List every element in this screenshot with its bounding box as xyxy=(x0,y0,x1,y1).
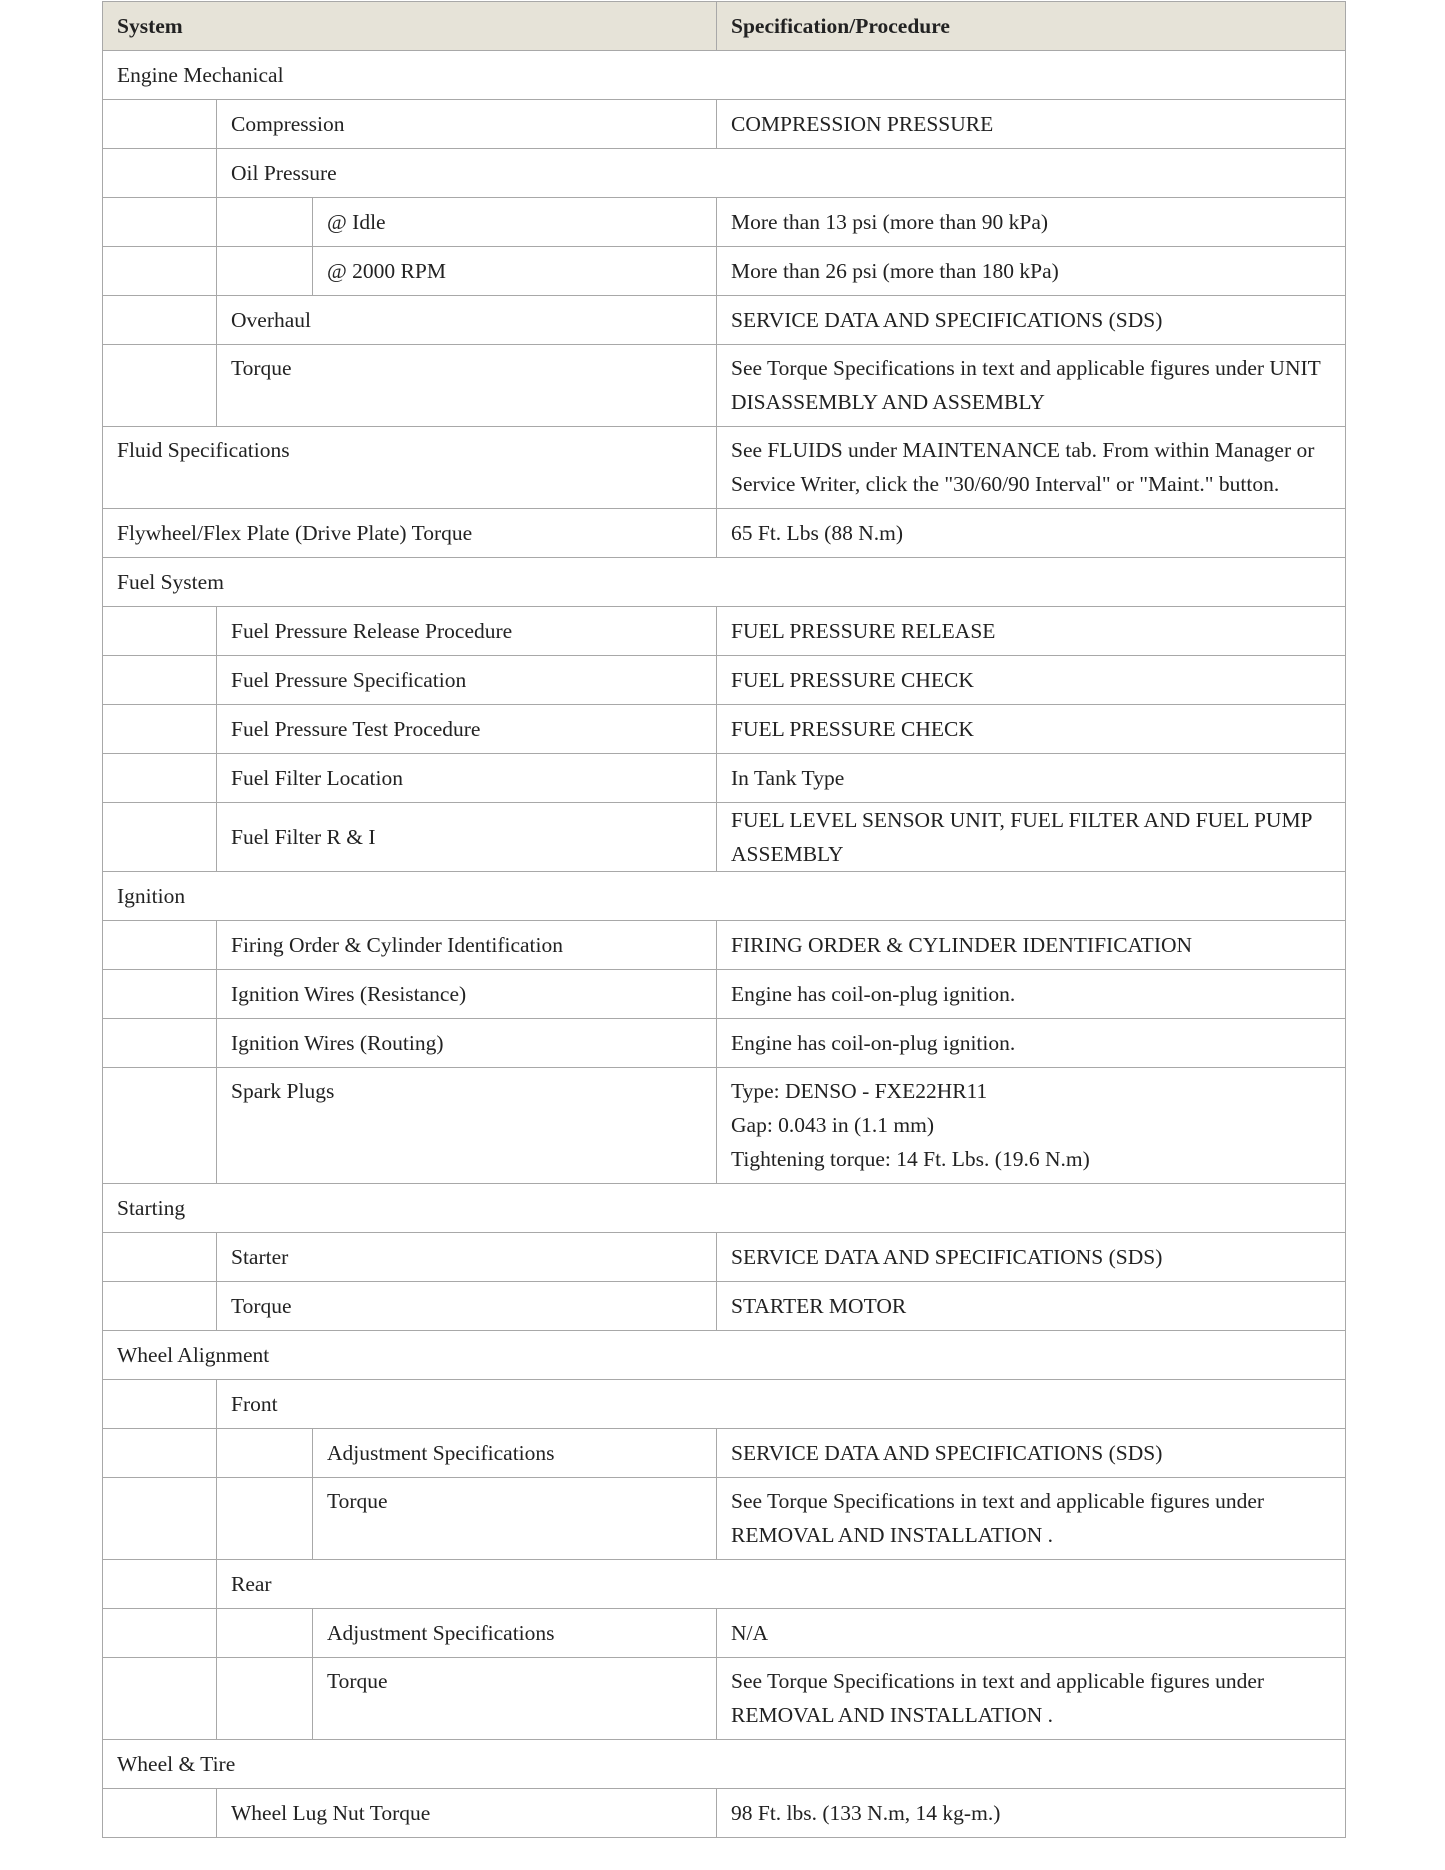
specification-line: Tightening torque: 14 Ft. Lbs. (19.6 N.m) xyxy=(731,1147,1090,1171)
indent-cell xyxy=(103,754,217,803)
system-cell: Firing Order & Cylinder Identification xyxy=(217,921,717,970)
indent-cell xyxy=(103,1068,217,1184)
system-cell: Fluid Specifications xyxy=(103,427,717,509)
specification-cell: SERVICE DATA AND SPECIFICATIONS (SDS) xyxy=(717,296,1346,345)
system-cell: Torque xyxy=(313,1658,717,1740)
specification-cell: See Torque Specifications in text and applicable figures under REMOVAL AND INSTALLATION . xyxy=(717,1478,1346,1560)
table-row xyxy=(103,198,1346,247)
specification-cell: See FLUIDS under MAINTENANCE tab. From within Manager or Service Writer, click the "30/60/90 Interval" or "Maint." button. xyxy=(717,427,1346,509)
indent-cell xyxy=(103,705,217,754)
system-cell: Engine Mechanical xyxy=(103,51,1346,100)
indent-cell xyxy=(103,1429,217,1478)
table-row xyxy=(103,705,1346,754)
specification-cell: Engine has coil-on-plug ignition. xyxy=(717,970,1346,1019)
indent-cell xyxy=(103,656,217,705)
indent-cell xyxy=(103,345,217,427)
indent-cell xyxy=(103,198,217,247)
indent-cell xyxy=(103,247,217,296)
table-row xyxy=(103,1068,1346,1184)
indent-cell xyxy=(103,1478,217,1560)
indent-cell xyxy=(103,1658,217,1740)
system-cell: Overhaul xyxy=(217,296,717,345)
system-cell: Ignition Wires (Resistance) xyxy=(217,970,717,1019)
system-cell: @ Idle xyxy=(313,198,717,247)
specification-line: Gap: 0.043 in (1.1 mm) xyxy=(731,1113,935,1137)
header-specification: Specification/Procedure xyxy=(717,2,1346,51)
indent-cell xyxy=(103,1282,217,1331)
system-cell: Adjustment Specifications xyxy=(313,1609,717,1658)
indent-cell xyxy=(103,149,217,198)
table-row xyxy=(103,1658,1346,1740)
specification-cell: See Torque Specifications in text and applicable figures under UNIT DISASSEMBLY AND ASSEMBLY xyxy=(717,345,1346,427)
specification-cell: Engine has coil-on-plug ignition. xyxy=(717,1019,1346,1068)
specification-cell: See Torque Specifications in text and applicable figures under REMOVAL AND INSTALLATION . xyxy=(717,1658,1346,1740)
indent-cell xyxy=(103,803,217,872)
specification-cell: 98 Ft. lbs. (133 N.m, 14 kg-m.) xyxy=(717,1789,1346,1838)
system-cell: Spark Plugs xyxy=(217,1068,717,1184)
system-cell: Starting xyxy=(103,1184,1346,1233)
specification-cell: SERVICE DATA AND SPECIFICATIONS (SDS) xyxy=(717,1233,1346,1282)
system-cell: @ 2000 RPM xyxy=(313,247,717,296)
table-row xyxy=(103,149,1346,198)
specification-cell: N/A xyxy=(717,1609,1346,1658)
system-cell: Wheel Alignment xyxy=(103,1331,1346,1380)
table-row xyxy=(103,345,1346,427)
table-row xyxy=(103,1478,1346,1560)
indent-cell xyxy=(103,1609,217,1658)
table-row xyxy=(103,656,1346,705)
system-cell: Adjustment Specifications xyxy=(313,1429,717,1478)
table-row xyxy=(103,509,1346,558)
table-row xyxy=(103,1789,1346,1838)
system-cell: Flywheel/Flex Plate (Drive Plate) Torque xyxy=(103,509,717,558)
system-cell: Starter xyxy=(217,1233,717,1282)
table-row xyxy=(103,803,1346,872)
table-header-row xyxy=(103,2,1346,51)
specification-cell: FUEL PRESSURE RELEASE xyxy=(717,607,1346,656)
indent-cell xyxy=(103,1789,217,1838)
table-row xyxy=(103,1233,1346,1282)
indent-cell xyxy=(217,1478,313,1560)
specification-cell: In Tank Type xyxy=(717,754,1346,803)
system-cell: Torque xyxy=(313,1478,717,1560)
table-row xyxy=(103,607,1346,656)
indent-cell xyxy=(103,296,217,345)
specification-cell xyxy=(717,1068,1346,1184)
table-row xyxy=(103,1331,1346,1380)
specification-cell: FIRING ORDER & CYLINDER IDENTIFICATION xyxy=(717,921,1346,970)
table-row xyxy=(103,558,1346,607)
table-row xyxy=(103,100,1346,149)
specification-cell: FUEL LEVEL SENSOR UNIT, FUEL FILTER AND FUEL PUMP ASSEMBLY xyxy=(717,803,1346,872)
system-cell: Wheel & Tire xyxy=(103,1740,1346,1789)
indent-cell xyxy=(217,1658,313,1740)
table-row xyxy=(103,427,1346,509)
table-row xyxy=(103,1560,1346,1609)
indent-cell xyxy=(103,1019,217,1068)
table-row xyxy=(103,1184,1346,1233)
system-cell: Wheel Lug Nut Torque xyxy=(217,1789,717,1838)
header-system: System xyxy=(103,2,717,51)
system-cell: Rear xyxy=(217,1560,1346,1609)
specification-cell: SERVICE DATA AND SPECIFICATIONS (SDS) xyxy=(717,1429,1346,1478)
system-cell: Ignition Wires (Routing) xyxy=(217,1019,717,1068)
table-row xyxy=(103,1282,1346,1331)
system-cell: Torque xyxy=(217,1282,717,1331)
indent-cell xyxy=(217,1609,313,1658)
indent-cell xyxy=(103,1233,217,1282)
table-row xyxy=(103,754,1346,803)
system-cell: Oil Pressure xyxy=(217,149,1346,198)
table-row xyxy=(103,296,1346,345)
specification-cell: COMPRESSION PRESSURE xyxy=(717,100,1346,149)
specification-cell: FUEL PRESSURE CHECK xyxy=(717,656,1346,705)
system-cell: Fuel Filter Location xyxy=(217,754,717,803)
system-cell: Fuel System xyxy=(103,558,1346,607)
table-row xyxy=(103,1740,1346,1789)
specification-cell: 65 Ft. Lbs (88 N.m) xyxy=(717,509,1346,558)
indent-cell xyxy=(103,100,217,149)
indent-cell xyxy=(103,1380,217,1429)
table-row xyxy=(103,970,1346,1019)
indent-cell xyxy=(103,1560,217,1609)
indent-cell xyxy=(103,970,217,1019)
specification-cell: STARTER MOTOR xyxy=(717,1282,1346,1331)
table-row xyxy=(103,872,1346,921)
indent-cell xyxy=(217,1429,313,1478)
table-row xyxy=(103,247,1346,296)
system-cell: Fuel Filter R & I xyxy=(217,803,717,872)
specification-cell: FUEL PRESSURE CHECK xyxy=(717,705,1346,754)
table-row xyxy=(103,1429,1346,1478)
system-cell: Front xyxy=(217,1380,1346,1429)
system-cell: Torque xyxy=(217,345,717,427)
specifications-table xyxy=(102,1,1346,1838)
table-row xyxy=(103,1019,1346,1068)
table-row xyxy=(103,1380,1346,1429)
indent-cell xyxy=(217,247,313,296)
system-cell: Ignition xyxy=(103,872,1346,921)
indent-cell xyxy=(217,198,313,247)
table-row xyxy=(103,51,1346,100)
system-cell: Fuel Pressure Release Procedure xyxy=(217,607,717,656)
system-cell: Fuel Pressure Specification xyxy=(217,656,717,705)
system-cell: Compression xyxy=(217,100,717,149)
system-cell: Fuel Pressure Test Procedure xyxy=(217,705,717,754)
indent-cell xyxy=(103,921,217,970)
table-row xyxy=(103,1609,1346,1658)
table-row xyxy=(103,921,1346,970)
specification-cell: More than 13 psi (more than 90 kPa) xyxy=(717,198,1346,247)
specification-cell: More than 26 psi (more than 180 kPa) xyxy=(717,247,1346,296)
indent-cell xyxy=(103,607,217,656)
specification-line: Type: DENSO - FXE22HR11 xyxy=(731,1079,988,1103)
table-body xyxy=(103,51,1346,1838)
